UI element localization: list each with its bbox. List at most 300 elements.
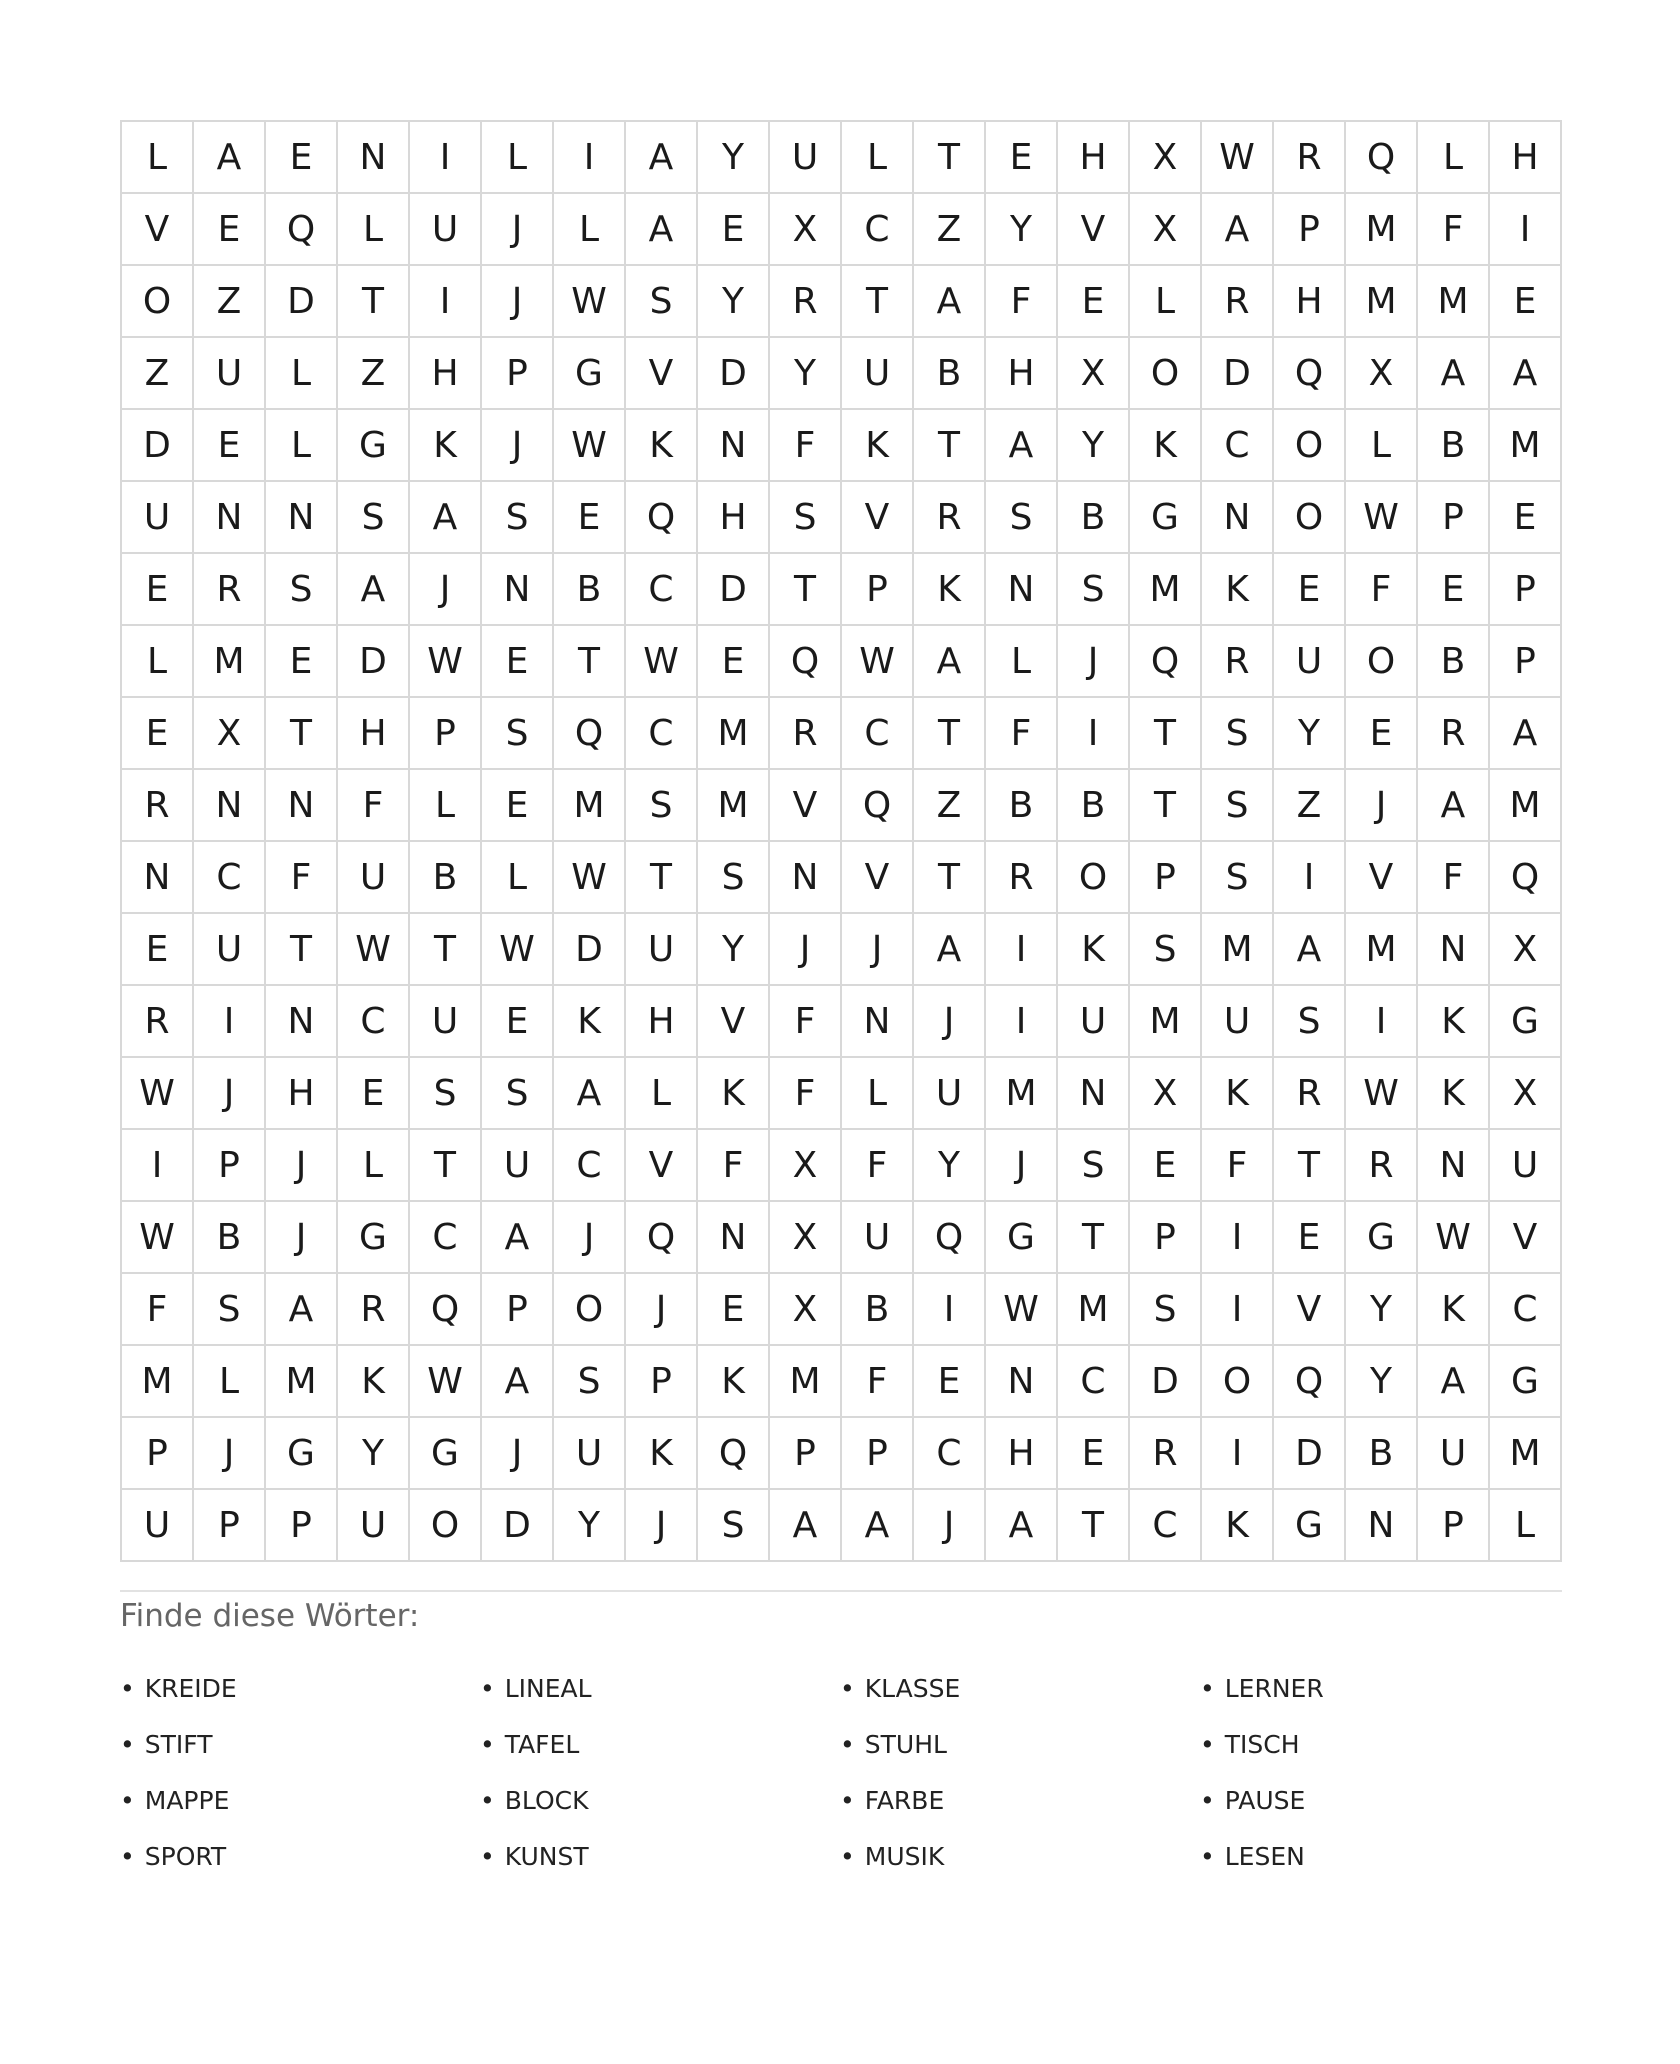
grid-cell[interactable]: R [914,482,986,554]
grid-cell[interactable]: U [338,842,410,914]
grid-cell[interactable]: A [1274,914,1346,986]
grid-cell[interactable]: A [1202,194,1274,266]
grid-cell[interactable]: Y [698,914,770,986]
grid-cell[interactable]: W [626,626,698,698]
grid-cell[interactable]: P [626,1346,698,1418]
grid-cell[interactable]: U [194,338,266,410]
grid-cell[interactable]: D [554,914,626,986]
grid-cell[interactable]: M [986,1058,1058,1130]
grid-cell[interactable]: L [338,194,410,266]
grid-cell[interactable]: E [1346,698,1418,770]
grid-cell[interactable]: A [554,1058,626,1130]
grid-cell[interactable]: A [1418,1346,1490,1418]
grid-cell[interactable]: Y [986,194,1058,266]
grid-cell[interactable]: H [986,338,1058,410]
grid-cell[interactable]: N [1202,482,1274,554]
grid-cell[interactable]: V [122,194,194,266]
grid-cell[interactable]: S [1202,842,1274,914]
grid-cell[interactable]: T [914,410,986,482]
grid-cell[interactable]: I [194,986,266,1058]
grid-cell[interactable]: A [410,482,482,554]
grid-cell[interactable]: U [122,482,194,554]
grid-cell[interactable]: S [410,1058,482,1130]
grid-cell[interactable]: L [1490,1490,1562,1562]
grid-cell[interactable]: M [698,698,770,770]
grid-cell[interactable]: F [1202,1130,1274,1202]
grid-cell[interactable]: G [986,1202,1058,1274]
grid-cell[interactable]: Y [770,338,842,410]
grid-cell[interactable]: L [482,122,554,194]
grid-cell[interactable]: Y [1274,698,1346,770]
grid-cell[interactable]: U [1418,1418,1490,1490]
grid-cell[interactable]: M [194,626,266,698]
grid-cell[interactable]: C [410,1202,482,1274]
grid-cell[interactable]: X [1130,194,1202,266]
grid-cell[interactable]: J [482,1418,554,1490]
grid-cell[interactable]: Q [1274,338,1346,410]
grid-cell[interactable]: E [554,482,626,554]
grid-cell[interactable]: P [1274,194,1346,266]
grid-cell[interactable]: F [770,1058,842,1130]
grid-cell[interactable]: T [770,554,842,626]
grid-cell[interactable]: U [554,1418,626,1490]
grid-cell[interactable]: A [338,554,410,626]
grid-cell[interactable]: W [410,626,482,698]
grid-cell[interactable]: T [842,266,914,338]
grid-cell[interactable]: G [338,410,410,482]
grid-cell[interactable]: V [626,1130,698,1202]
grid-cell[interactable]: A [482,1202,554,1274]
grid-cell[interactable]: P [410,698,482,770]
grid-cell[interactable]: N [698,1202,770,1274]
grid-cell[interactable]: S [698,1490,770,1562]
grid-cell[interactable]: C [626,698,698,770]
grid-cell[interactable]: J [842,914,914,986]
grid-cell[interactable]: V [1058,194,1130,266]
grid-cell[interactable]: K [1130,410,1202,482]
grid-cell[interactable]: C [626,554,698,626]
grid-cell[interactable]: X [770,1202,842,1274]
grid-cell[interactable]: T [410,1130,482,1202]
grid-cell[interactable]: E [1418,554,1490,626]
grid-cell[interactable]: E [698,194,770,266]
grid-cell[interactable]: I [1274,842,1346,914]
grid-cell[interactable]: H [338,698,410,770]
grid-cell[interactable]: I [1202,1274,1274,1346]
grid-cell[interactable]: N [770,842,842,914]
grid-cell[interactable]: B [842,1274,914,1346]
grid-cell[interactable]: P [842,554,914,626]
grid-cell[interactable]: R [1418,698,1490,770]
grid-cell[interactable]: B [914,338,986,410]
grid-cell[interactable]: F [842,1346,914,1418]
grid-cell[interactable]: S [1202,770,1274,842]
grid-cell[interactable]: L [1130,266,1202,338]
grid-cell[interactable]: C [1130,1490,1202,1562]
grid-cell[interactable]: C [194,842,266,914]
grid-cell[interactable]: K [1202,554,1274,626]
grid-cell[interactable]: J [1058,626,1130,698]
grid-cell[interactable]: U [482,1130,554,1202]
grid-cell[interactable]: E [122,554,194,626]
grid-cell[interactable]: L [626,1058,698,1130]
grid-cell[interactable]: M [1130,986,1202,1058]
grid-cell[interactable]: E [698,626,770,698]
grid-cell[interactable]: W [338,914,410,986]
grid-cell[interactable]: T [1274,1130,1346,1202]
grid-cell[interactable]: I [1346,986,1418,1058]
grid-cell[interactable]: R [1202,626,1274,698]
grid-cell[interactable]: F [770,410,842,482]
grid-cell[interactable]: K [626,410,698,482]
grid-cell[interactable]: M [1346,266,1418,338]
grid-cell[interactable]: T [914,842,986,914]
grid-cell[interactable]: I [554,122,626,194]
grid-cell[interactable]: U [1490,1130,1562,1202]
grid-cell[interactable]: Y [1058,410,1130,482]
grid-cell[interactable]: S [194,1274,266,1346]
grid-cell[interactable]: X [1130,122,1202,194]
grid-cell[interactable]: N [338,122,410,194]
grid-cell[interactable]: N [842,986,914,1058]
grid-cell[interactable]: S [770,482,842,554]
grid-cell[interactable]: D [482,1490,554,1562]
grid-cell[interactable]: N [194,770,266,842]
grid-cell[interactable]: O [1202,1346,1274,1418]
grid-cell[interactable]: Q [914,1202,986,1274]
grid-cell[interactable]: Y [698,266,770,338]
grid-cell[interactable]: G [1130,482,1202,554]
grid-cell[interactable]: G [1490,1346,1562,1418]
grid-cell[interactable]: R [1130,1418,1202,1490]
grid-cell[interactable]: S [338,482,410,554]
grid-cell[interactable]: U [338,1490,410,1562]
grid-cell[interactable]: T [1058,1490,1130,1562]
grid-cell[interactable]: E [1274,554,1346,626]
grid-cell[interactable]: A [626,194,698,266]
grid-cell[interactable]: K [1418,986,1490,1058]
grid-cell[interactable]: J [914,1490,986,1562]
grid-cell[interactable]: S [698,842,770,914]
grid-cell[interactable]: K [1058,914,1130,986]
grid-cell[interactable]: A [1418,338,1490,410]
grid-cell[interactable]: Q [626,1202,698,1274]
grid-cell[interactable]: G [410,1418,482,1490]
grid-cell[interactable]: N [194,482,266,554]
grid-cell[interactable]: B [554,554,626,626]
grid-cell[interactable]: Z [338,338,410,410]
grid-cell[interactable]: F [266,842,338,914]
grid-cell[interactable]: T [338,266,410,338]
grid-cell[interactable]: H [1490,122,1562,194]
grid-cell[interactable]: F [986,266,1058,338]
grid-cell[interactable]: X [194,698,266,770]
grid-cell[interactable]: M [1490,770,1562,842]
grid-cell[interactable]: V [1490,1202,1562,1274]
grid-cell[interactable]: X [770,1274,842,1346]
grid-cell[interactable]: W [554,266,626,338]
grid-cell[interactable]: S [1202,698,1274,770]
grid-cell[interactable]: B [1418,410,1490,482]
grid-cell[interactable]: X [1130,1058,1202,1130]
grid-cell[interactable]: K [1202,1490,1274,1562]
grid-cell[interactable]: V [1274,1274,1346,1346]
grid-cell[interactable]: C [914,1418,986,1490]
grid-cell[interactable]: P [1418,482,1490,554]
grid-cell[interactable]: L [482,842,554,914]
grid-cell[interactable]: L [266,410,338,482]
grid-cell[interactable]: U [122,1490,194,1562]
grid-cell[interactable]: E [122,914,194,986]
grid-cell[interactable]: W [410,1346,482,1418]
grid-cell[interactable]: E [1274,1202,1346,1274]
grid-cell[interactable]: N [266,482,338,554]
grid-cell[interactable]: E [1130,1130,1202,1202]
grid-cell[interactable]: R [338,1274,410,1346]
grid-cell[interactable]: R [122,770,194,842]
grid-cell[interactable]: F [122,1274,194,1346]
grid-cell[interactable]: P [194,1490,266,1562]
grid-cell[interactable]: M [122,1346,194,1418]
grid-cell[interactable]: Q [266,194,338,266]
grid-cell[interactable]: P [770,1418,842,1490]
grid-cell[interactable]: W [1202,122,1274,194]
grid-cell[interactable]: V [626,338,698,410]
grid-cell[interactable]: K [698,1058,770,1130]
grid-cell[interactable]: X [1346,338,1418,410]
grid-cell[interactable]: A [914,914,986,986]
grid-cell[interactable]: Q [1490,842,1562,914]
grid-cell[interactable]: N [1418,914,1490,986]
grid-cell[interactable]: M [770,1346,842,1418]
grid-cell[interactable]: K [698,1346,770,1418]
grid-cell[interactable]: M [1490,1418,1562,1490]
grid-cell[interactable]: J [410,554,482,626]
grid-cell[interactable]: P [482,1274,554,1346]
grid-cell[interactable]: G [554,338,626,410]
grid-cell[interactable]: Y [554,1490,626,1562]
grid-cell[interactable]: A [986,410,1058,482]
grid-cell[interactable]: H [410,338,482,410]
grid-cell[interactable]: S [1058,1130,1130,1202]
grid-cell[interactable]: C [1490,1274,1562,1346]
grid-cell[interactable]: E [986,122,1058,194]
grid-cell[interactable]: E [1058,266,1130,338]
grid-cell[interactable]: I [122,1130,194,1202]
grid-cell[interactable]: M [1202,914,1274,986]
grid-cell[interactable]: N [122,842,194,914]
grid-cell[interactable]: A [986,1490,1058,1562]
grid-cell[interactable]: D [1202,338,1274,410]
grid-cell[interactable]: C [1202,410,1274,482]
grid-cell[interactable]: W [554,842,626,914]
grid-cell[interactable]: T [1058,1202,1130,1274]
grid-cell[interactable]: Q [410,1274,482,1346]
grid-cell[interactable]: K [842,410,914,482]
grid-cell[interactable]: P [1490,626,1562,698]
grid-cell[interactable]: O [1130,338,1202,410]
grid-cell[interactable]: P [1418,1490,1490,1562]
grid-cell[interactable]: E [1058,1418,1130,1490]
grid-cell[interactable]: X [770,1130,842,1202]
grid-cell[interactable]: W [1346,482,1418,554]
grid-cell[interactable]: V [1346,842,1418,914]
grid-cell[interactable]: R [1274,1058,1346,1130]
grid-cell[interactable]: W [1346,1058,1418,1130]
grid-cell[interactable]: S [482,1058,554,1130]
grid-cell[interactable]: T [626,842,698,914]
grid-cell[interactable]: Q [1346,122,1418,194]
grid-cell[interactable]: Z [914,194,986,266]
grid-cell[interactable]: T [1130,698,1202,770]
grid-cell[interactable]: V [842,482,914,554]
grid-cell[interactable]: K [626,1418,698,1490]
grid-cell[interactable]: N [1418,1130,1490,1202]
grid-cell[interactable]: M [1490,410,1562,482]
grid-cell[interactable]: Z [1274,770,1346,842]
grid-cell[interactable]: D [122,410,194,482]
grid-cell[interactable]: Y [1346,1346,1418,1418]
grid-cell[interactable]: N [986,1346,1058,1418]
grid-cell[interactable]: P [1490,554,1562,626]
grid-cell[interactable]: K [1418,1274,1490,1346]
grid-cell[interactable]: X [770,194,842,266]
grid-cell[interactable]: L [194,1346,266,1418]
grid-cell[interactable]: P [1130,1202,1202,1274]
grid-cell[interactable]: F [1346,554,1418,626]
grid-cell[interactable]: M [698,770,770,842]
grid-cell[interactable]: L [266,338,338,410]
grid-cell[interactable]: J [626,1274,698,1346]
grid-cell[interactable]: R [986,842,1058,914]
grid-cell[interactable]: N [266,770,338,842]
grid-cell[interactable]: U [914,1058,986,1130]
grid-cell[interactable]: S [1058,554,1130,626]
grid-cell[interactable]: W [986,1274,1058,1346]
grid-cell[interactable]: L [842,122,914,194]
grid-cell[interactable]: I [1490,194,1562,266]
grid-cell[interactable]: J [482,410,554,482]
grid-cell[interactable]: D [698,338,770,410]
grid-cell[interactable]: R [122,986,194,1058]
grid-cell[interactable]: X [1490,1058,1562,1130]
grid-cell[interactable]: R [1346,1130,1418,1202]
grid-cell[interactable]: W [1418,1202,1490,1274]
grid-cell[interactable]: E [266,122,338,194]
grid-cell[interactable]: A [1418,770,1490,842]
grid-cell[interactable]: O [410,1490,482,1562]
grid-cell[interactable]: C [842,194,914,266]
grid-cell[interactable]: S [1130,914,1202,986]
grid-cell[interactable]: S [266,554,338,626]
grid-cell[interactable]: B [194,1202,266,1274]
grid-cell[interactable]: F [1418,842,1490,914]
grid-cell[interactable]: B [410,842,482,914]
grid-cell[interactable]: N [1346,1490,1418,1562]
grid-cell[interactable]: P [122,1418,194,1490]
grid-cell[interactable]: U [842,1202,914,1274]
grid-cell[interactable]: Y [338,1418,410,1490]
grid-cell[interactable]: L [1346,410,1418,482]
grid-cell[interactable]: J [626,1490,698,1562]
grid-cell[interactable]: N [266,986,338,1058]
grid-cell[interactable]: L [410,770,482,842]
grid-cell[interactable]: P [482,338,554,410]
grid-cell[interactable]: E [1490,482,1562,554]
grid-cell[interactable]: R [1202,266,1274,338]
grid-cell[interactable]: K [410,410,482,482]
grid-cell[interactable]: I [1202,1418,1274,1490]
grid-cell[interactable]: E [482,626,554,698]
grid-cell[interactable]: B [986,770,1058,842]
grid-cell[interactable]: T [266,914,338,986]
grid-cell[interactable]: J [482,266,554,338]
grid-cell[interactable]: X [1058,338,1130,410]
grid-cell[interactable]: X [1490,914,1562,986]
grid-cell[interactable]: A [482,1346,554,1418]
grid-cell[interactable]: C [842,698,914,770]
grid-cell[interactable]: R [770,266,842,338]
grid-cell[interactable]: S [1130,1274,1202,1346]
grid-cell[interactable]: A [842,1490,914,1562]
grid-cell[interactable]: C [338,986,410,1058]
grid-cell[interactable]: F [338,770,410,842]
grid-cell[interactable]: Z [194,266,266,338]
grid-cell[interactable]: O [1346,626,1418,698]
grid-cell[interactable]: I [986,914,1058,986]
grid-cell[interactable]: J [770,914,842,986]
grid-cell[interactable]: U [770,122,842,194]
grid-cell[interactable]: L [842,1058,914,1130]
grid-cell[interactable]: A [1490,698,1562,770]
grid-cell[interactable]: O [1058,842,1130,914]
grid-cell[interactable]: M [1418,266,1490,338]
grid-cell[interactable]: M [1130,554,1202,626]
grid-cell[interactable]: Y [1346,1274,1418,1346]
grid-cell[interactable]: E [266,626,338,698]
grid-cell[interactable]: I [1202,1202,1274,1274]
grid-cell[interactable]: H [698,482,770,554]
grid-cell[interactable]: U [1202,986,1274,1058]
grid-cell[interactable]: F [986,698,1058,770]
grid-cell[interactable]: A [194,122,266,194]
grid-cell[interactable]: I [410,266,482,338]
grid-cell[interactable]: N [698,410,770,482]
grid-cell[interactable]: M [266,1346,338,1418]
grid-cell[interactable]: K [338,1346,410,1418]
grid-cell[interactable]: P [1130,842,1202,914]
grid-cell[interactable]: A [770,1490,842,1562]
grid-cell[interactable]: W [842,626,914,698]
grid-cell[interactable]: E [482,770,554,842]
grid-cell[interactable]: O [554,1274,626,1346]
grid-cell[interactable]: D [338,626,410,698]
grid-cell[interactable]: A [266,1274,338,1346]
grid-cell[interactable]: F [770,986,842,1058]
grid-cell[interactable]: S [482,482,554,554]
grid-cell[interactable]: G [1490,986,1562,1058]
grid-cell[interactable]: E [1490,266,1562,338]
grid-cell[interactable]: B [1058,770,1130,842]
grid-cell[interactable]: M [1058,1274,1130,1346]
grid-cell[interactable]: E [194,194,266,266]
grid-cell[interactable]: I [986,986,1058,1058]
grid-cell[interactable]: G [1274,1490,1346,1562]
grid-cell[interactable]: D [698,554,770,626]
grid-cell[interactable]: Q [554,698,626,770]
grid-cell[interactable]: U [842,338,914,410]
grid-cell[interactable]: T [554,626,626,698]
